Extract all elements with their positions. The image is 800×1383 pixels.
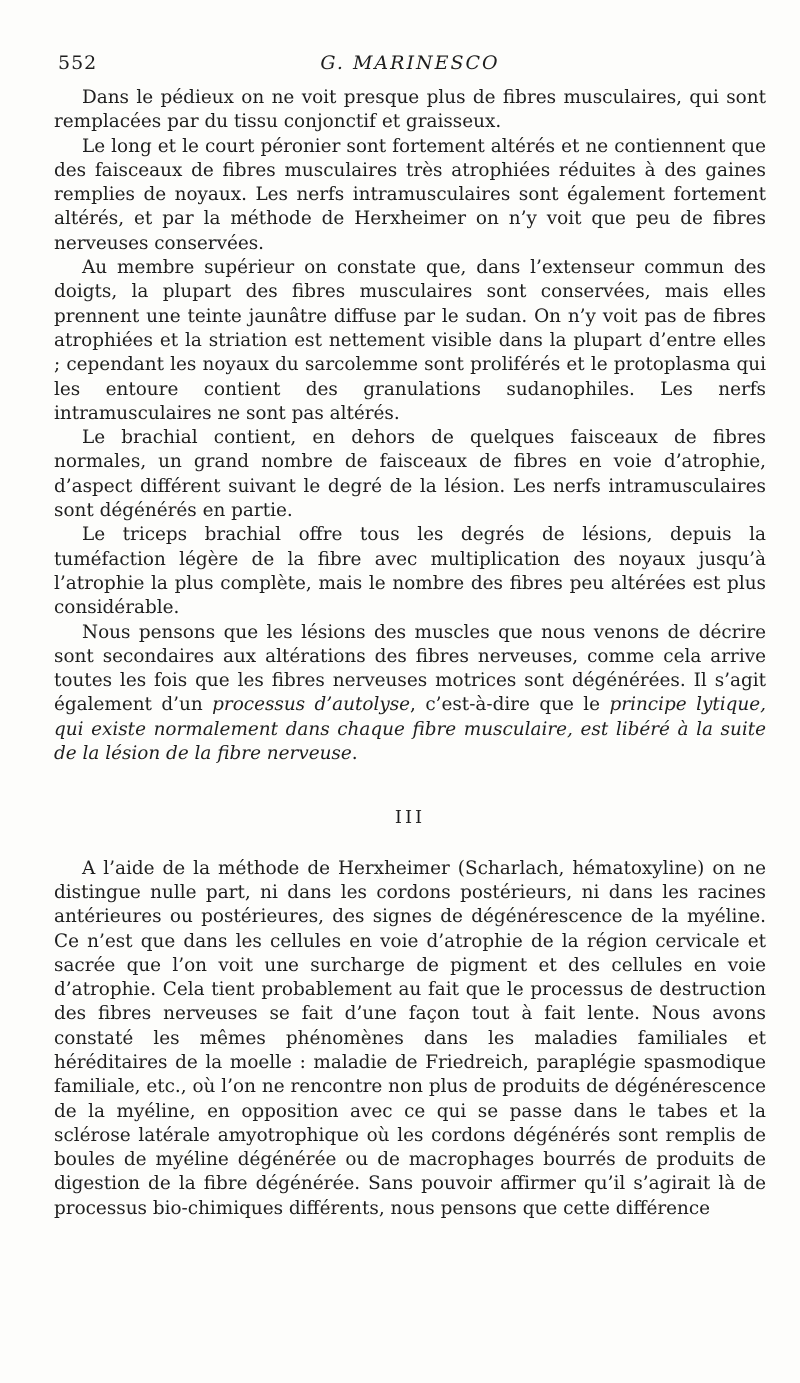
section-paragraph: A l’aide de la méthode de Herxheimer (Scharlach, hématoxyline) on ne distingue nulle part, ni dans les cordons postérieurs, ni dans les racines antérieures ou postérieures, des signes de dégénérescence de la myéline. Ce n’est que dans les cellules en voie d’atrophie de la région cervicale et sacrée que l’on voit une surcharge de pigment et des cellules en voie d’atrophie. Cela tient probablement au fait que le processus de destruction des fibres nerveuses se fait d’une façon tout à fait lente. Nous avons constaté les mêmes phénomènes dans les maladies familiales et héréditaires de la moelle : maladie de Friedreich, paraplégie spasmodique familiale, etc., où l’on ne rencontre non plus de produits de dégénérescence de la myéline, en opposition avec ce qui se passe dans le tabes et la sclérose latérale amyotrophique où les cordons dégénérés sont remplis de boules de myéline dégénérée ou de macrophages bourrés de produits de digestion de la fibre dégénérée. Sans pouvoir affirmer qu’il s’agirait là de processus bio-chimiques différents, nous pensons que cette différence bbox=[54, 857, 766, 1219]
text-run: , c’est-à-dire que le bbox=[410, 694, 610, 716]
running-title: G. MARINESCO bbox=[320, 52, 500, 74]
section-heading: III bbox=[394, 807, 426, 829]
text-run: . bbox=[351, 743, 358, 765]
page-number: 552 bbox=[58, 52, 98, 74]
italic-term: processus d’autolyse bbox=[212, 694, 411, 716]
paragraph: Le brachial contient, en dehors de quelques faisceaux de fibres normales, un grand nombre de faisceaux de fibres en voie d’atrophie, d’aspect différent suivant le degré de la lésion. Les nerfs intramusculaires sont dégénérés en partie. bbox=[54, 427, 766, 522]
italic-statement: principe lytique, qui existe normalement dans chaque fibre musculaire, est libéré à la suite de la lésion de la fibre nerveuse bbox=[54, 694, 766, 765]
page-header bbox=[54, 52, 766, 86]
paragraph-conclusion bbox=[54, 621, 766, 767]
paragraph: Le triceps brachial offre tous les degrés de lésions, depuis la tuméfaction légère de la fibre avec multiplication des noyaux jusqu’à l’atrophie la plus complète, mais le nombre des fibres peu altérées est plus considérable. bbox=[54, 524, 766, 619]
text-run: Nous pensons que les lésions des muscles que nous venons de décrire sont secondaires aux altérations des fibres nerveuses, comme cela arrive toutes les fois que les fibres nerveuses motrices sont dégénérées. Il s’agit également d’un bbox=[54, 621, 766, 716]
paragraph: Le long et le court péronier sont fortement altérés et ne contiennent que des faisceaux de fibres musculaires très atrophiées réduites à des gaines remplies de noyaux. Les nerfs intramusculaires sont également fortement altérés, et par la méthode de Herxheimer on n’y voit que peu de fibres nerveuses conservées. bbox=[54, 135, 766, 254]
body-text bbox=[54, 86, 766, 1221]
paragraph: Dans le pédieux on ne voit presque plus de fibres musculaires, qui sont remplacées par du tissu conjonctif et graisseux. bbox=[54, 87, 766, 133]
paragraph: Au membre supérieur on constate que, dans l’extenseur commun des doigts, la plupart des fibres musculaires sont conservées, mais elles prennent une teinte jaunâtre diffuse par le sudan. On n’y voit pas de fibres atrophiées et la striation est nettement visible dans la plupart d’entre elles ; cependant les noyaux du sarcolemme sont proliférés et le protoplasma qui les entoure contient des granulations sudanophiles. Les nerfs intramusculaires ne sont pas altérés. bbox=[54, 257, 766, 424]
